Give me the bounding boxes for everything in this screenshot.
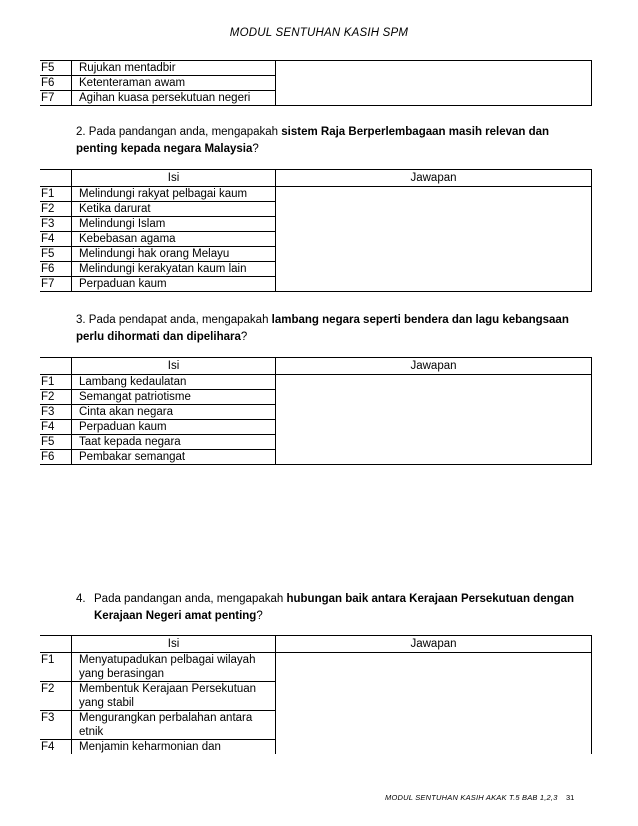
row-isi: Taat kepada negara bbox=[72, 435, 276, 450]
row-code: F6 bbox=[40, 262, 72, 277]
row-code: F1 bbox=[40, 653, 72, 682]
row-code: F3 bbox=[40, 711, 72, 740]
page-header: MODUL SENTUHAN KASIH SPM bbox=[229, 27, 409, 39]
header-isi: Isi bbox=[72, 358, 276, 375]
row-isi: Mengurangkan perbalahan antara etnik bbox=[72, 711, 276, 740]
row-isi: Melindungi hak orang Melayu bbox=[72, 247, 276, 262]
question-4-end: ? bbox=[256, 610, 263, 622]
page-footer: MODUL SENTUHAN KASIH AKAK T.5 BAB 1,2,3 bbox=[385, 793, 558, 802]
row-isi: Membentuk Kerajaan Persekutuan yang stabil bbox=[72, 682, 276, 711]
question-4-number: 4. bbox=[76, 593, 86, 605]
row-code: F1 bbox=[40, 187, 72, 202]
row-code: F6 bbox=[40, 76, 72, 91]
row-isi: Ketika darurat bbox=[72, 202, 276, 217]
question-4 bbox=[76, 591, 576, 625]
page-number: 31 bbox=[566, 793, 575, 802]
question-3-bold: lambang negara seperti bendera dan lagu kebangsaan perlu dihormati dan dipelihara bbox=[76, 314, 569, 343]
row-code: F4 bbox=[40, 232, 72, 247]
question-4-text: Pada pandangan anda, mengapakah bbox=[94, 593, 287, 605]
row-code: F5 bbox=[40, 247, 72, 262]
table-1 bbox=[40, 60, 592, 106]
row-code: F7 bbox=[40, 277, 72, 292]
answer-cell[interactable] bbox=[276, 187, 592, 292]
answer-cell[interactable] bbox=[276, 375, 592, 465]
header-code bbox=[40, 636, 72, 653]
row-code: F4 bbox=[40, 420, 72, 435]
row-isi: Agihan kuasa persekutuan negeri bbox=[72, 91, 276, 106]
row-isi: Melindungi Islam bbox=[72, 217, 276, 232]
row-isi: Menjamin keharmonian dan bbox=[72, 740, 276, 755]
row-code: F2 bbox=[40, 202, 72, 217]
table-row bbox=[40, 653, 592, 682]
row-isi: Menyatupadukan pelbagai wilayah yang berasingan bbox=[72, 653, 276, 682]
row-isi: Pembakar semangat bbox=[72, 450, 276, 465]
table-row bbox=[40, 375, 592, 390]
question-2-end: ? bbox=[252, 143, 259, 155]
table-2 bbox=[40, 169, 592, 292]
question-3-end: ? bbox=[240, 331, 248, 343]
row-isi: Kebebasan agama bbox=[72, 232, 276, 247]
question-2-text: 2. Pada pandangan anda, mengapakah bbox=[76, 126, 282, 138]
row-isi: Melindungi kerakyatan kaum lain bbox=[72, 262, 276, 277]
header-isi: Isi bbox=[72, 636, 276, 653]
header-jawapan: Jawapan bbox=[276, 358, 592, 375]
table-row bbox=[40, 187, 592, 202]
row-code: F4 bbox=[40, 740, 72, 755]
row-code: F3 bbox=[40, 405, 72, 420]
table-row bbox=[40, 61, 592, 76]
header-jawapan: Jawapan bbox=[276, 636, 592, 653]
row-isi: Ketenteraman awam bbox=[72, 76, 276, 91]
row-code: F5 bbox=[40, 435, 72, 450]
header-code bbox=[40, 170, 72, 187]
row-code: F3 bbox=[40, 217, 72, 232]
row-isi: Melindungi rakyat pelbagai kaum bbox=[72, 187, 276, 202]
question-2-bold: sistem Raja Berperlembagaan masih relevan dan penting kepada negara Malaysia bbox=[76, 126, 550, 155]
row-code: F1 bbox=[40, 375, 72, 390]
question-4-bold: hubungan baik antara Kerajaan Persekutuan dengan Kerajaan Negeri amat penting bbox=[94, 593, 575, 622]
row-isi: Cinta akan negara bbox=[72, 405, 276, 420]
table-3 bbox=[40, 357, 592, 465]
answer-cell[interactable] bbox=[276, 61, 592, 106]
row-code: F7 bbox=[40, 91, 72, 106]
row-isi: Lambang kedaulatan bbox=[72, 375, 276, 390]
row-isi: Rujukan mentadbir bbox=[72, 61, 276, 76]
row-code: F6 bbox=[40, 450, 72, 465]
row-code: F5 bbox=[40, 61, 72, 76]
question-3 bbox=[76, 312, 576, 346]
row-isi: Perpaduan kaum bbox=[72, 420, 276, 435]
row-isi: Semangat patriotisme bbox=[72, 390, 276, 405]
row-isi: Perpaduan kaum bbox=[72, 277, 276, 292]
question-2 bbox=[76, 124, 576, 158]
header-isi: Isi bbox=[72, 170, 276, 187]
header-code bbox=[40, 358, 72, 375]
answer-cell[interactable] bbox=[276, 653, 592, 755]
row-code: F2 bbox=[40, 390, 72, 405]
question-3-text: 3. Pada pendapat anda, mengapakah bbox=[76, 314, 272, 326]
header-jawapan: Jawapan bbox=[276, 170, 592, 187]
table-4 bbox=[40, 635, 592, 754]
row-code: F2 bbox=[40, 682, 72, 711]
